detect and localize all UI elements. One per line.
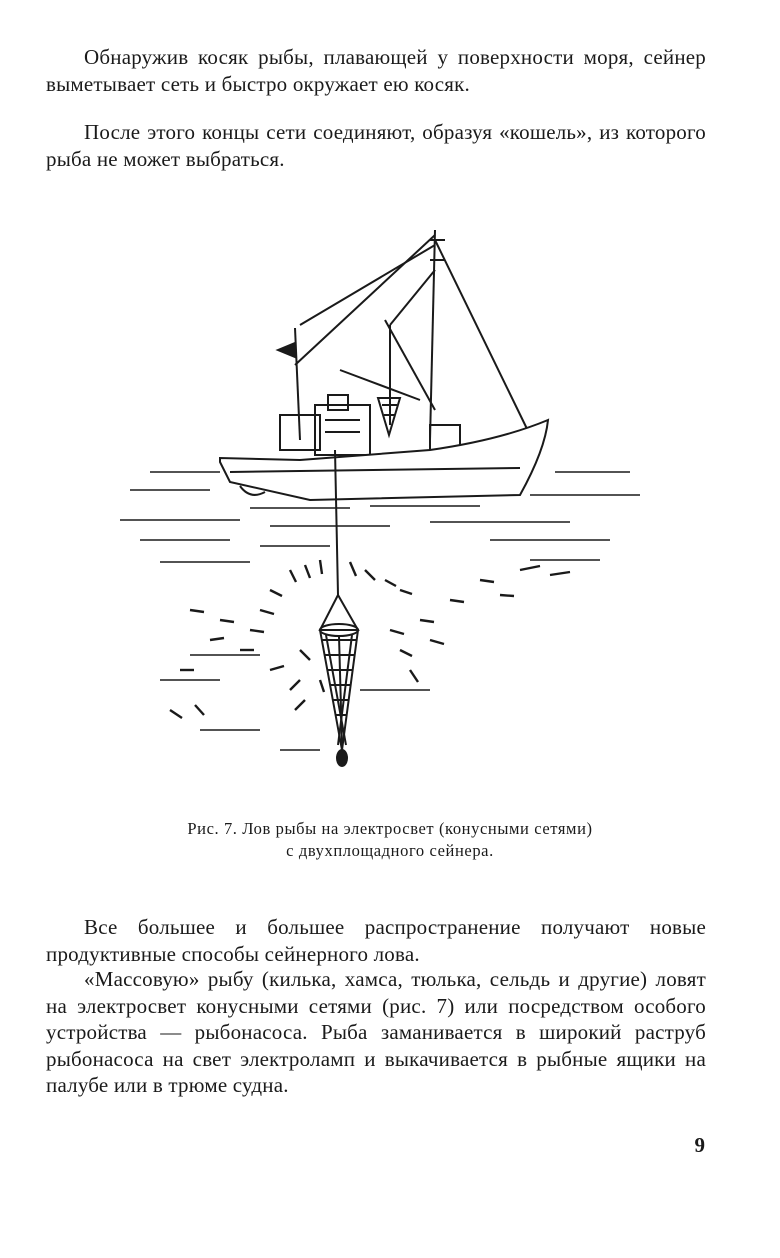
- ship-superstructure: [280, 395, 460, 455]
- figure-caption-line-1: Рис. 7. Лов рыбы на электросвет (конусными сетями): [187, 819, 593, 838]
- paragraph-2: После этого концы сети соединяют, образуя «кошель», из которого рыба не может выбраться.: [46, 120, 706, 171]
- cone-net: [320, 595, 358, 766]
- paragraph-4: «Массовую» рыбу (килька, хамса, тюлька, сельдь и другие) ловят на электросвет конусными сетями (рис. 7) или посредством особого устройства — рыбонасоса. Рыба заманивается в широкий раструб рыбонасоса на свет электроламп и выкачивается в рыбные ящики на палубе или в трюме судна.: [46, 967, 706, 1097]
- paragraph-3: Все большее и большее распространение получают новые продуктивные способы сейнерного лова.: [46, 915, 706, 966]
- ship-hull: [220, 420, 548, 500]
- figure-seiner-illustration: [100, 210, 660, 790]
- figure-caption: [60, 818, 720, 862]
- page-number: 9: [694, 1133, 705, 1157]
- paragraph-1: Обнаружив косяк рыбы, плавающей у поверхности моря, сейнер выметывает сеть и быстро окружает ею косяк.: [46, 45, 706, 96]
- fish-school: [170, 560, 570, 718]
- figure-caption-line-2: с двухплощадного сейнера.: [286, 841, 494, 860]
